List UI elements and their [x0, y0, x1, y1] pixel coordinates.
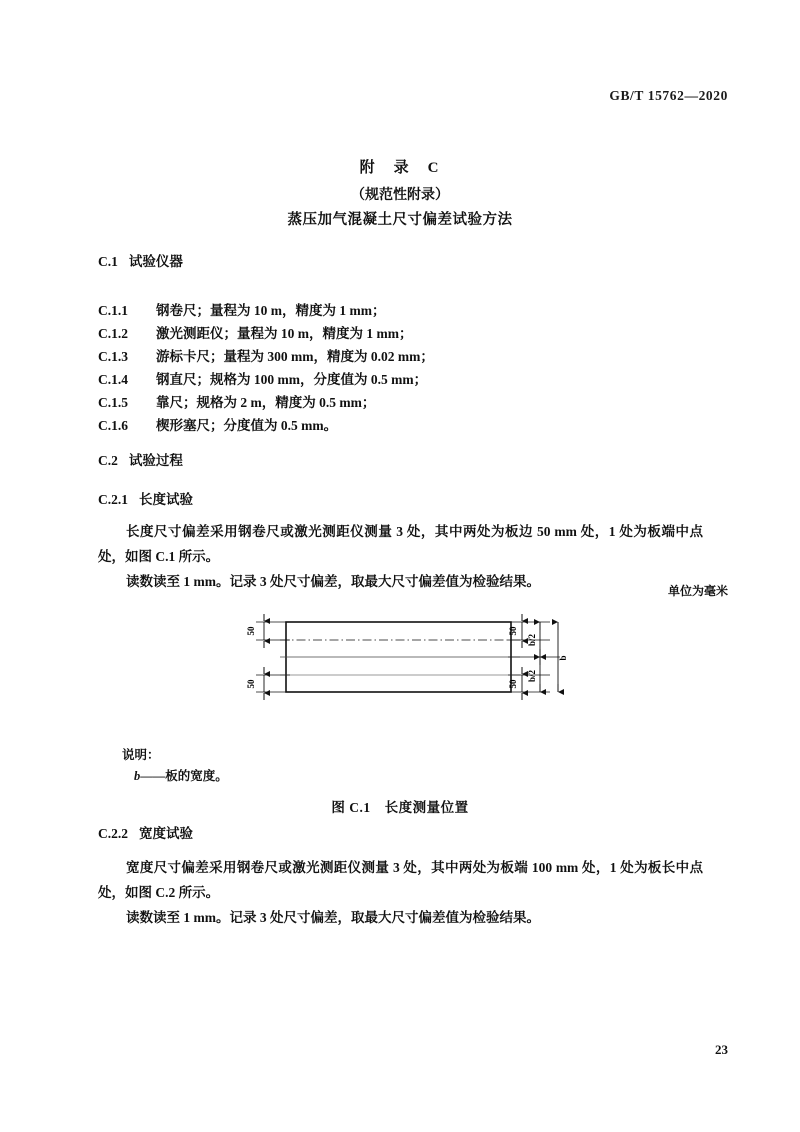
section-heading-c2 — [98, 449, 183, 469]
paragraph-c22-1: 宽度尺寸偏差采用钢卷尺或激光测距仪测量 3 处，其中两处为板端 100 mm 处，1 处为板长中点处，如图 C.2 所示。 — [98, 860, 703, 900]
figure-legend-title: 说明： — [122, 748, 160, 762]
list-item — [98, 299, 386, 319]
figure-caption-text: 长度测量位置 — [384, 800, 469, 815]
list-item — [98, 345, 434, 365]
right-half-bottom-label: b/2 — [527, 669, 537, 683]
item-number: C.1.4 — [98, 372, 128, 387]
figure-caption-label: 图 C.1 — [331, 800, 371, 815]
figure-c1-drawing — [230, 600, 580, 730]
section-heading-c1 — [98, 250, 183, 270]
legend-symbol: b — [134, 769, 141, 783]
legend-description: 板的宽度。 — [165, 769, 228, 783]
section-title-c21: 长度试验 — [139, 492, 193, 507]
right-half-top-label: b/2 — [527, 633, 537, 647]
item-number: C.1.5 — [98, 395, 128, 410]
annex-name: 蒸压加气混凝土尺寸偏差试验方法 — [287, 212, 513, 228]
item-number: C.1.2 — [98, 326, 128, 341]
left-dim-bottom-label: 50 — [246, 679, 256, 689]
paragraph-c21-2: 读数读至 1 mm。记录 3 处尺寸偏差，取最大尺寸偏差值为检验结果。 — [126, 574, 540, 589]
page-number: 23 — [715, 1042, 728, 1057]
left-dim-top-label: 50 — [246, 626, 256, 636]
item-text: 钢直尺；规格为 100 mm，分度值为 0.5 mm； — [156, 372, 428, 387]
standard-number-header: GB/T 15762—2020 — [609, 88, 728, 103]
section-title-c2: 试验过程 — [128, 453, 183, 468]
figure-unit-note: 单位为毫米 — [667, 584, 728, 598]
section-number-c22: C.2.2 — [98, 826, 128, 841]
item-text: 楔形塞尺；分度值为 0.5 mm。 — [156, 418, 338, 433]
list-item — [98, 414, 337, 434]
right-dim-top-label: 50 — [508, 626, 518, 636]
section-number-c1: C.1 — [98, 254, 118, 269]
annex-kind: （规范性附录） — [351, 188, 449, 203]
list-item — [98, 391, 375, 411]
item-number: C.1.6 — [98, 418, 128, 433]
paragraph-c21-1: 长度尺寸偏差采用钢卷尺或激光测距仪测量 3 处，其中两处为板边 50 mm 处，1 处为板端中点处，如图 C.1 所示。 — [98, 524, 703, 564]
legend-dash: —— — [140, 769, 166, 783]
list-item — [98, 322, 413, 342]
section-heading-c21 — [98, 488, 193, 508]
section-number-c2: C.2 — [98, 453, 118, 468]
item-text: 游标卡尺；量程为 300 mm，精度为 0.02 mm； — [156, 349, 434, 364]
item-number: C.1.1 — [98, 303, 128, 318]
section-heading-c22 — [98, 822, 193, 842]
item-text: 激光测距仪；量程为 10 m，精度为 1 mm； — [156, 326, 413, 341]
figure-legend-item — [134, 766, 228, 784]
paragraph-c22-2: 读数读至 1 mm。记录 3 处尺寸偏差，取最大尺寸偏差值为检验结果。 — [126, 910, 540, 925]
figure-caption — [0, 796, 800, 816]
right-dim-bottom-label: 50 — [508, 679, 518, 689]
item-text: 靠尺；规格为 2 m，精度为 0.5 mm； — [156, 395, 376, 410]
section-number-c21: C.2.1 — [98, 492, 128, 507]
annex-title: 附 录 C — [359, 160, 441, 176]
list-item — [98, 368, 427, 388]
right-total-label: b — [558, 655, 568, 661]
item-number: C.1.3 — [98, 349, 128, 364]
section-title-c22: 宽度试验 — [139, 826, 193, 841]
section-title-c1: 试验仪器 — [128, 254, 183, 269]
item-text: 钢卷尺；量程为 10 m，精度为 1 mm； — [156, 303, 386, 318]
length-measurement-diagram — [230, 600, 580, 730]
